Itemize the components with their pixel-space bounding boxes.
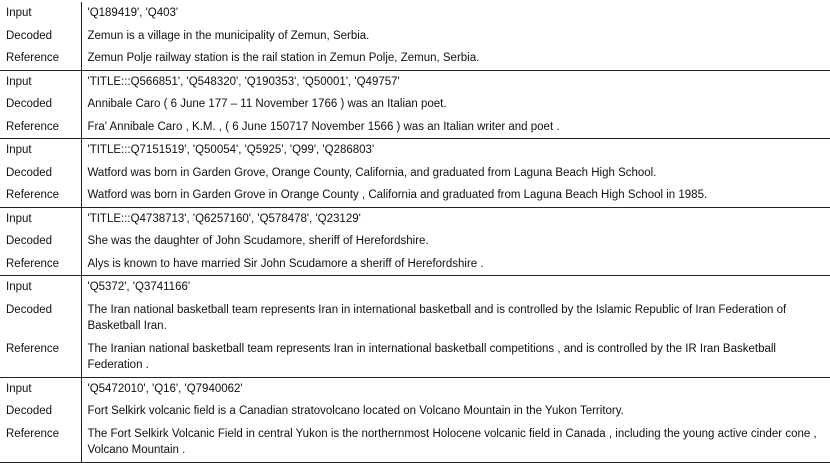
example-3-decoded-row [0,162,830,185]
reference-text: Watford was born in Garden Grove in Orange County , California and graduated from Laguna Beach High School in 1985. [87,189,708,201]
row-label: Reference [0,253,81,276]
example-2-decoded-row [0,93,830,116]
example-6-reference-row [0,423,830,463]
row-label: Reference [0,338,81,378]
input-ids: 'TITLE:::Q7151519', 'Q50054', 'Q5925', 'Q99', 'Q286803' [81,139,830,162]
reference-text: The Fort Selkirk Volcanic Field in central Yukon is the northernmost Holocene volcanic field in Canada , including the young active cinder cone , Volcano Mountain . [81,423,830,463]
example-6-decoded-row [0,400,830,423]
row-label: Decoded [0,400,81,423]
row-label: Decoded [0,162,81,185]
example-3-input-row [0,139,830,162]
example-1-input-row [0,2,830,25]
row-label: Input [0,377,81,400]
example-5-decoded-row [0,299,830,338]
decoded-text: The Iran national basketball team represents Iran in international basketball and is controlled by the Islamic Republic of Iran Federation of Basketball Iran. [87,303,787,332]
example-5-reference-row [0,338,830,378]
example-4-input-row [0,207,830,230]
decoded-text: Watford was born in Garden Grove, Orange County, California, and graduated from Laguna Beach High School. [87,166,657,179]
reference-text: The Iranian national basketball team represents Iran in international basketball competitions , and is controlled by the IR Iran Basketball Federation . [87,342,776,371]
row-label: Reference [0,423,81,463]
row-label: Input [0,207,81,230]
example-4-decoded-row [0,230,830,253]
row-label: Input [0,70,81,93]
input-ids: 'Q189419', 'Q403' [87,7,179,19]
decoded-text: Fort Selkirk volcanic field is a Canadian stratovolcano located on Volcano Mountain in the Yukon Territory. [87,405,624,417]
row-label: Decoded [0,230,81,253]
reference-text: Zemun Polje railway station is the rail station in Zemun Polje, Zemun, Serbia. [87,52,480,64]
example-2-input-row [0,70,830,93]
example-4-reference-row [0,253,830,276]
input-ids: 'TITLE:::Q4738713', 'Q6257160', 'Q578478', 'Q23129' [81,207,830,230]
example-3-reference-row [0,184,830,207]
row-label: Decoded [0,299,81,338]
decoded-text: Zemun is a village in the municipality of Zemun, Serbia. [87,29,370,42]
reference-text: Alys is known to have married Sir John Scudamore a sheriff of Herefordshire . [87,257,484,270]
example-1-reference-row [0,47,830,70]
examples-table [0,2,830,463]
decoded-text: Annibale Caro ( 6 June 177 – 11 November 1766 ) was an Italian poet. [87,98,447,110]
example-6-input-row [0,377,830,400]
row-label: Input [0,2,81,25]
decoded-text: She was the daughter of John Scudamore, sheriff of Herefordshire. [87,235,429,247]
input-ids: 'Q5472010', 'Q16', 'Q7940062' [81,377,830,400]
row-label: Input [0,139,81,162]
row-label: Input [0,276,81,299]
example-5-input-row [0,276,830,299]
example-2-reference-row [0,116,830,139]
row-label: Decoded [0,93,81,116]
input-ids: 'Q5372', 'Q3741166' [81,276,830,299]
input-ids: 'TITLE:::Q566851', 'Q548320', 'Q190353', 'Q50001', 'Q49757' [81,70,830,93]
row-label: Reference [0,116,81,139]
row-label: Reference [0,184,81,207]
reference-text: Fra' Annibale Caro , K.M. , ( 6 June 150717 November 1566 ) was an Italian writer and poet . [87,120,560,133]
row-label: Reference [0,47,81,70]
row-label: Decoded [0,25,81,48]
example-1-decoded-row [0,25,830,48]
